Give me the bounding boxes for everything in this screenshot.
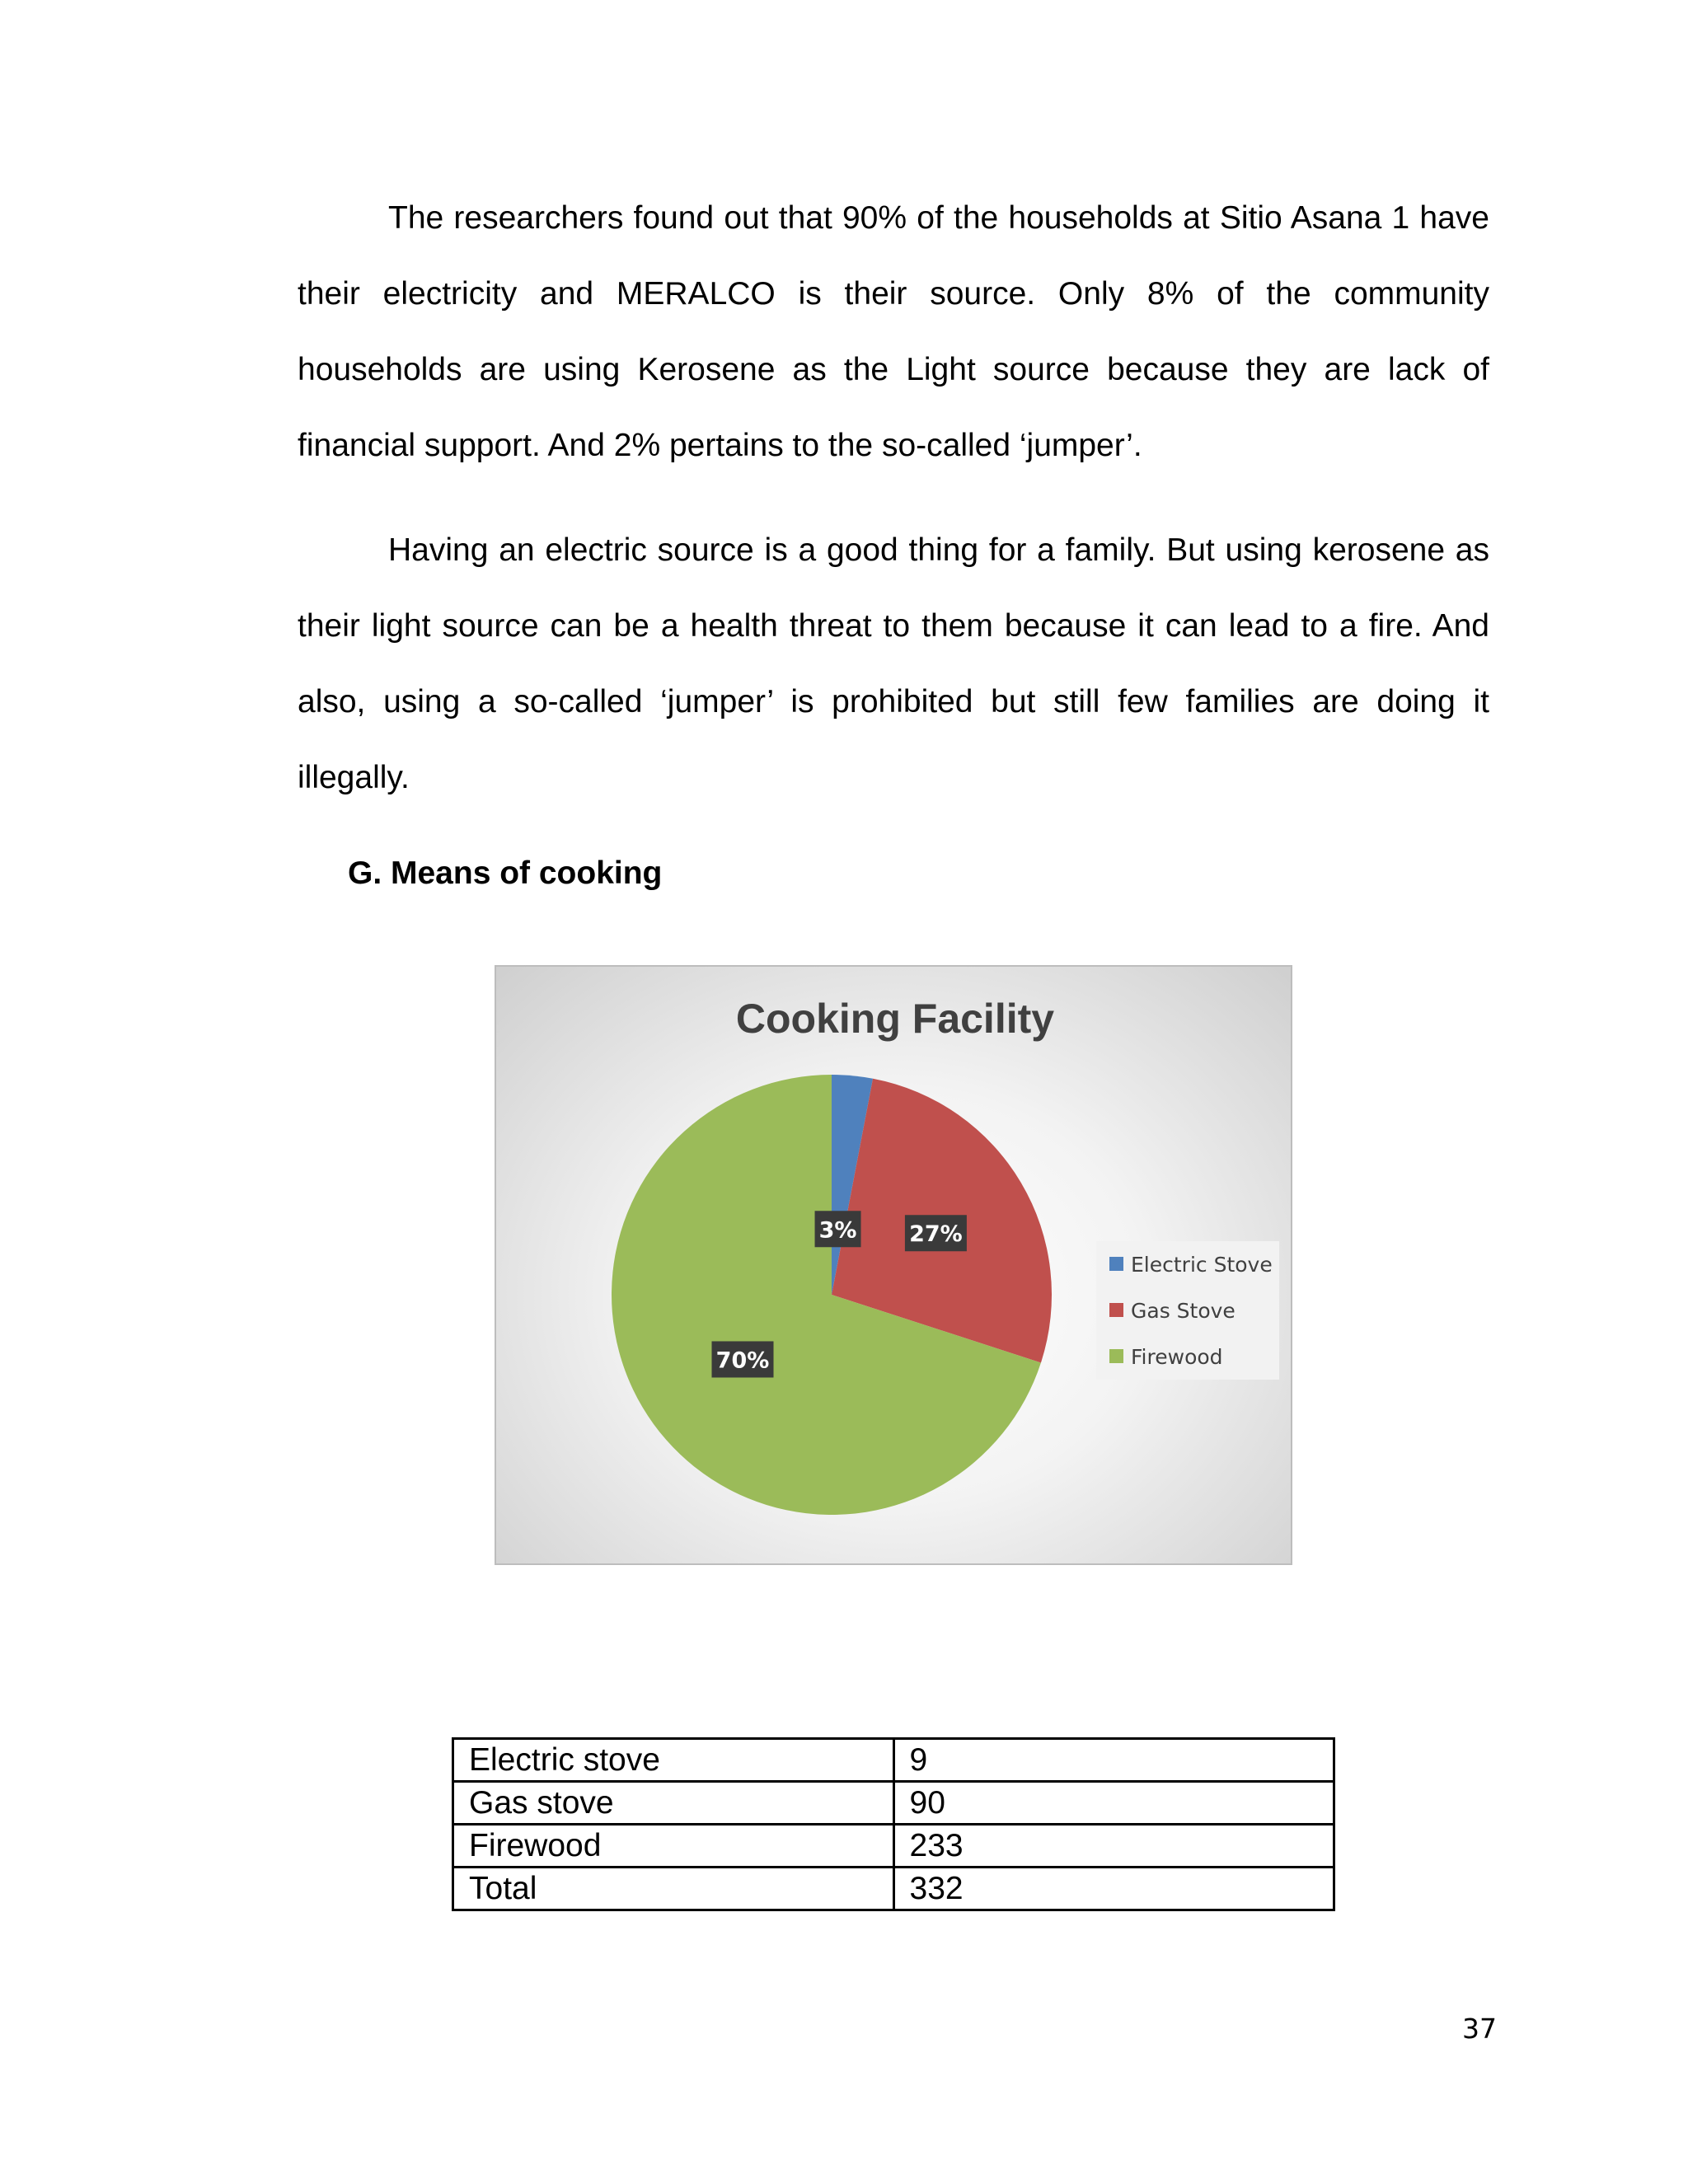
data-label-text: 70% — [715, 1347, 770, 1374]
pie-chart-svg — [496, 967, 1292, 1565]
paragraph-electric-source-risks — [298, 513, 1489, 816]
paragraph-text: Having an electric source is a good thing for a family. But using kerosene as their light source can be a health threat to them because it can lead to a fire. And also, using a so-called ‘jumper’ is prohibited but still few families are doing it illegally. — [298, 532, 1489, 795]
table-cell-label: Total — [453, 1868, 894, 1910]
table-cell-value: 233 — [893, 1825, 1334, 1868]
table-cell-label: Firewood — [453, 1825, 894, 1868]
table-row — [453, 1825, 1334, 1868]
data-label-text: 3% — [818, 1217, 857, 1244]
cooking-facility-table — [452, 1737, 1335, 1911]
table-row — [453, 1782, 1334, 1825]
data-label-firewood — [711, 1341, 773, 1377]
table-cell-value: 90 — [893, 1782, 1334, 1825]
legend-swatch-firewood — [1109, 1349, 1123, 1363]
table-row — [453, 1868, 1334, 1910]
table-row — [453, 1739, 1334, 1782]
chart-title: Cooking Facility — [735, 996, 1055, 1042]
table-cell-label: Electric stove — [453, 1739, 894, 1782]
data-label-text: 27% — [909, 1221, 963, 1248]
page-number: 37 — [1462, 2013, 1497, 2045]
legend-label-electric-stove: Electric Stove — [1131, 1253, 1273, 1277]
legend-label-gas-stove: Gas Stove — [1131, 1299, 1236, 1323]
legend-swatch-electric-stove — [1109, 1257, 1123, 1271]
data-label-electric-stove — [815, 1211, 861, 1247]
section-heading: G. Means of cooking — [348, 855, 663, 891]
legend-swatch-gas-stove — [1109, 1303, 1123, 1317]
table-cell-value: 9 — [893, 1739, 1334, 1782]
legend-label-firewood: Firewood — [1131, 1345, 1223, 1369]
cooking-facility-chart — [495, 965, 1292, 1565]
data-label-gas-stove — [905, 1215, 967, 1251]
table-cell-value: 332 — [893, 1868, 1334, 1910]
paragraph-text: The researchers found out that 90% of the households at Sitio Asana 1 have their electricity and MERALCO is their source. Only 8% of the community households are using Kerosene as the Light source because they are lack of financial support. And 2% pertains to the so-called ‘jumper’. — [298, 200, 1489, 463]
table-cell-label: Gas stove — [453, 1782, 894, 1825]
paragraph-electricity-findings — [298, 180, 1489, 484]
